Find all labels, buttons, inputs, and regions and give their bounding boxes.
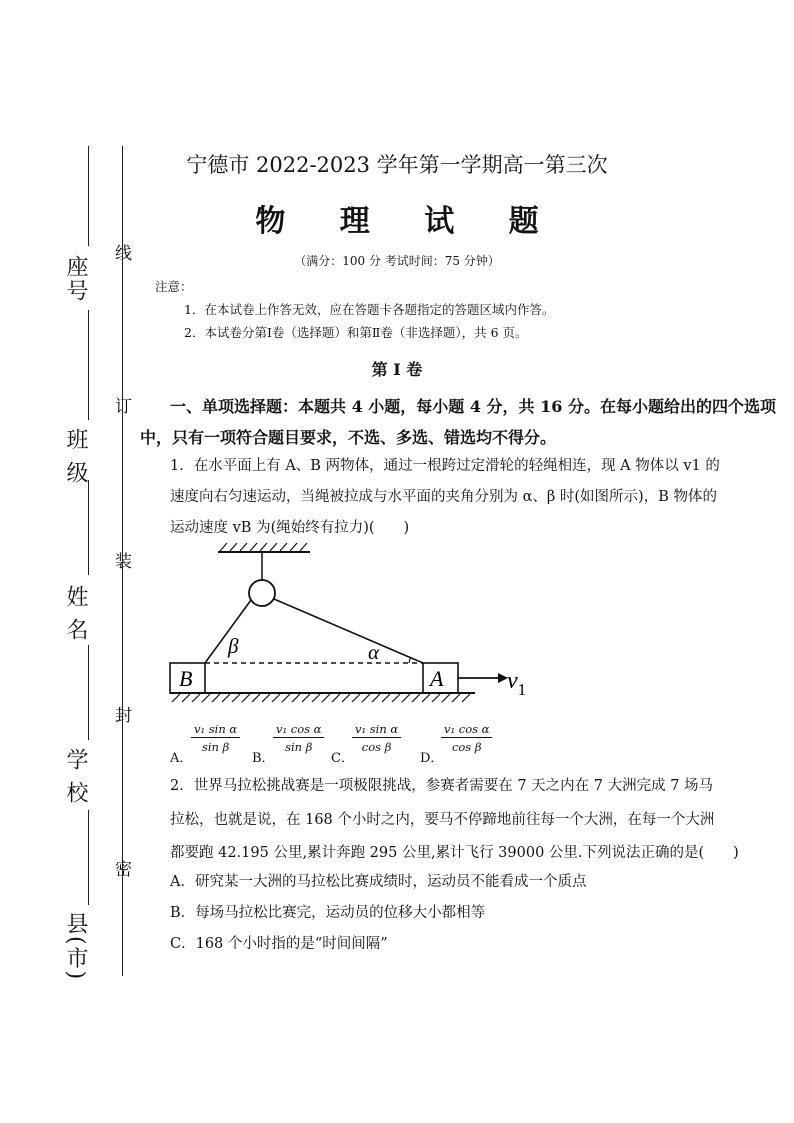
q2-line-3: 都要跑 42.195 公里,累计奔跑 295 公里,累计飞行 39000 公里.下列说法正确的是( ) bbox=[170, 845, 739, 861]
q1-option-b-denominator: sin β bbox=[285, 740, 313, 754]
notes-heading: 注意： bbox=[155, 279, 193, 294]
school-label: 学 校 bbox=[63, 748, 88, 805]
pulley-wheel bbox=[249, 580, 275, 606]
q1-option-c-denominator: cos β bbox=[361, 740, 392, 754]
rope-to-a bbox=[274, 599, 423, 663]
q2-option-c[interactable]: C．168 个小时指的是“时间间隔” bbox=[170, 936, 388, 952]
q1-option-a-numerator: v₁ sin α bbox=[191, 722, 240, 738]
name-field-line[interactable] bbox=[88, 480, 89, 575]
county-field-line[interactable] bbox=[88, 810, 89, 905]
class-label: 班 级 bbox=[63, 428, 88, 485]
seat-label: 座号 bbox=[63, 255, 88, 303]
alpha-label: α bbox=[368, 640, 380, 664]
q2-line-2: 拉松，也就是说，在 168 个小时之内，要马不停蹄地前往每一个大洲，在每一个大洲 bbox=[170, 812, 715, 828]
q1-pulley-figure bbox=[160, 540, 540, 715]
q1-line-1: 1．在水平面上有 A、B 两物体，通过一根跨过定滑轮的轻绳相连，现 A 物体以 v1 的 bbox=[170, 458, 720, 474]
subject-title: 物 理 试 题 bbox=[255, 204, 561, 239]
q2-line-1: 2．世界马拉松挑战赛是一项极限挑战，参赛者需要在 7 天之内在 7 大洲完成 7 场马 bbox=[170, 778, 714, 794]
note-item-2: 2．本试卷分第Ⅰ卷（选择题）和第Ⅱ卷（非选择题），共 6 页。 bbox=[184, 325, 528, 340]
q1-option-c-letter[interactable]: C． bbox=[331, 751, 354, 766]
q2-option-b[interactable]: B．每场马拉松比赛完，运动员的位移大小都相等 bbox=[170, 905, 486, 921]
section-1-line-2: 中，只有一项符合题目要求，不选、多选、错选均不得分。 bbox=[140, 428, 557, 447]
q1-option-b-formula bbox=[273, 722, 324, 754]
county-label: 县(市) bbox=[63, 912, 88, 982]
seal-char-bind: 订 bbox=[111, 397, 131, 414]
block-a-label: A bbox=[430, 666, 444, 691]
seal-char-seal: 封 bbox=[111, 706, 131, 723]
section-1-line-1: 一、单项选择题：本题共 4 小题，每小题 4 分，共 16 分。在每小题给出的四个选项 bbox=[170, 397, 776, 416]
seal-char-secret: 密 bbox=[111, 860, 131, 877]
seal-char-line: 线 bbox=[111, 244, 131, 261]
q2-option-a[interactable]: A．研究某一大洲的马拉松比赛成绩时，运动员不能看成一个质点 bbox=[170, 874, 587, 890]
velocity-label: $v_1$ bbox=[507, 668, 527, 699]
name-label: 姓 名 bbox=[63, 585, 88, 642]
q1-line-2: 速度向右匀速运动，当绳被拉成与水平面的夹角分别为 α、β 时(如图所示)，B 物体的 bbox=[170, 489, 717, 505]
q1-option-b-numerator: v₁ cos α bbox=[273, 722, 324, 738]
beta-label: β bbox=[228, 634, 239, 658]
q1-option-d-formula bbox=[441, 722, 492, 754]
school-field-line[interactable] bbox=[88, 645, 89, 740]
ceiling-hatch bbox=[220, 543, 307, 551]
note-item-1: 1．在本试卷上作答无效，应在答题卡各题指定的答题区域内作答。 bbox=[184, 302, 555, 317]
seal-char-mount: 装 bbox=[111, 552, 131, 569]
q1-option-b-letter[interactable]: B． bbox=[252, 751, 275, 766]
q1-option-a-denominator: sin β bbox=[201, 740, 230, 754]
q1-option-d-numerator: v₁ cos α bbox=[441, 722, 492, 738]
exam-meta: （满分：100 分 考试时间：75 分钟） bbox=[294, 254, 500, 268]
q1-option-a-letter[interactable]: A． bbox=[170, 751, 193, 766]
part-title: 第 Ⅰ 卷 bbox=[371, 360, 423, 379]
ground-hatch bbox=[172, 694, 470, 702]
q1-option-a-formula bbox=[191, 722, 240, 754]
block-b-label: B bbox=[179, 666, 193, 691]
q1-option-c-numerator: v₁ sin α bbox=[352, 722, 401, 738]
exam-title: 宁德市 2022-2023 学年第一学期高一第三次 bbox=[186, 153, 608, 177]
q1-line-3: 运动速度 vB 为(绳始终有拉力)( ) bbox=[170, 520, 410, 536]
q1-option-d-letter[interactable]: D． bbox=[420, 751, 444, 766]
q1-option-c-formula bbox=[352, 722, 401, 754]
q1-option-d-denominator: cos β bbox=[451, 740, 482, 754]
